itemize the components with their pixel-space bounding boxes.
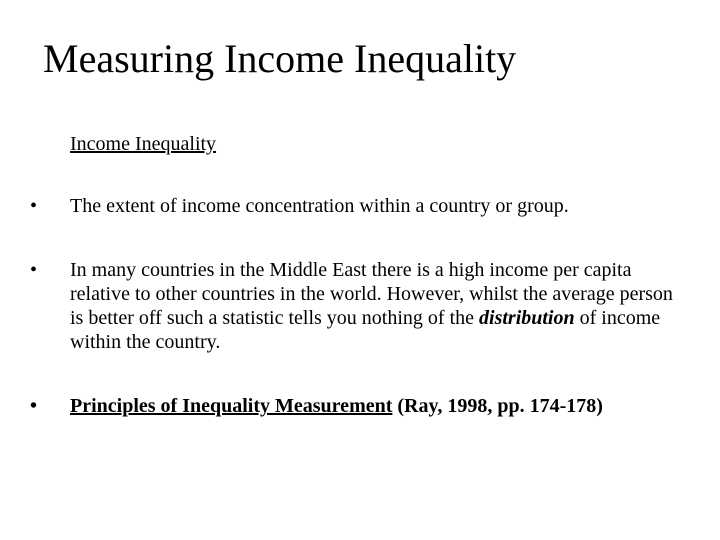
bullet-emphasis: distribution xyxy=(479,307,575,329)
bullet-dot: • xyxy=(30,259,38,281)
bullet-list xyxy=(30,194,690,418)
slide-title: Measuring Income Inequality xyxy=(43,36,517,81)
bullet-dot: • xyxy=(30,395,38,417)
citation-text: (Ray, 1998, pp. 174-178) xyxy=(392,395,603,417)
slide-subheading: Income Inequality xyxy=(70,133,217,155)
bullet-item-middle-east xyxy=(30,258,690,354)
bullet-text-before: In many countries in the Middle East there is a high income per capita relative to other countries in the world. However, whilst the average person is better off such a statistic tells you nothing of the xyxy=(70,259,673,329)
bullet-text-after: of income within the country. xyxy=(70,307,661,353)
bullet-item-definition xyxy=(30,194,690,218)
bullet-text: The extent of income concentration within a country or group. xyxy=(70,195,569,217)
bullet-dot: • xyxy=(30,195,38,217)
principles-link[interactable]: Principles of Inequality Measurement xyxy=(70,395,393,417)
bullet-item-principles xyxy=(30,394,690,418)
